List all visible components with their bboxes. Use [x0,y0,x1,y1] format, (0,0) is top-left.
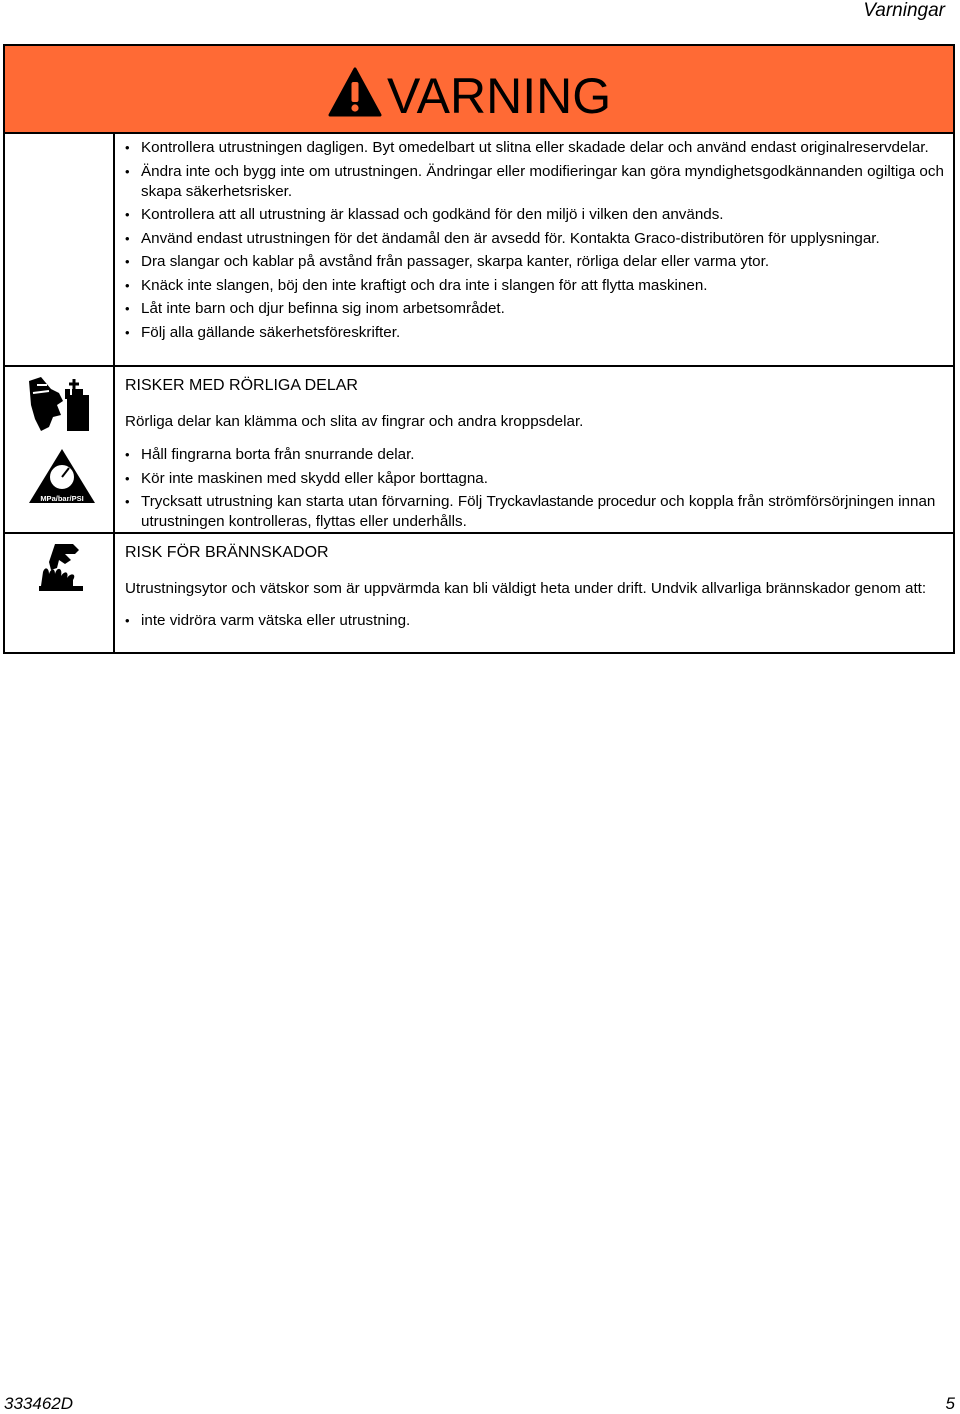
list-item: • Använd endast utrustningen för det ändamål den är avsedd för. Kontakta Graco-distributören för upplysningar. [125,229,945,249]
moving-parts-list [125,445,945,532]
general-list [125,138,945,343]
burn-section [5,534,953,652]
doc-number: 333462D [4,1394,74,1413]
list-item: • Dra slangar och kablar på avstånd från passager, skarpa kanter, rörliga delar eller varma ytor. [125,252,945,272]
list-item: • Knäck inte slangen, böj den inte kraftigt och dra inte i slangen för att flytta maskinen. [125,276,945,296]
list-item: • Håll fingrarna borta från snurrande delar. [125,445,945,465]
warning-box [3,44,955,654]
moving-parts-section [5,367,953,534]
pressure-relief-procedure-link[interactable]: Tryckavlastande procedur [486,493,656,510]
item-text-before: Trycksatt utrustning kan starta utan förvarning. Följ [141,493,487,510]
moving-parts-intro: Rörliga delar kan klämma och slita av fingrar och andra kroppsdelar. [125,413,584,430]
page-number: 5 [945,1394,955,1413]
gauge-label: MPa/bar/PSI [40,494,84,503]
burn-list [125,611,945,631]
hand-crush-icon [27,375,93,433]
warning-triangle-icon [325,61,385,123]
burn-title: RISK FÖR BRÄNNSKADOR [125,544,329,561]
item-text-after: och koppla från strömförsörjningen innan utrustningen kontrolleras, flyttas eller underhålls. [141,493,936,530]
moving-parts-title: RISKER MED RÖRLIGA DELAR [125,377,358,394]
list-item: • Kontrollera att all utrustning är klassad och godkänd för den miljö i vilken den används. [125,205,945,225]
burn-hand-icon [35,542,87,594]
burn-intro: Utrustningsytor och vätskor som är uppvärmda kan bli väldigt heta under drift. Undvik allvarliga brännskador genom att: [125,580,927,597]
list-item: • Kontrollera utrustningen dagligen. Byt omedelbart ut slitna eller skadade delar och använd endast originalreservdelar. [125,138,945,158]
warning-title: VARNING [387,68,612,124]
list-item: • Ändra inte och bygg inte om utrustningen. Ändringar eller modifieringar kan göra myndighetsgodkännanden ogiltiga och skapa säkerhetsrisker. [125,162,945,202]
general-section [5,134,953,367]
list-item: • Kör inte maskinen med skydd eller kåpor borttagna. [125,469,945,489]
pressure-gauge-icon [27,447,97,509]
list-item: • Följ alla gällande säkerhetsföreskrifter. [125,323,945,343]
page-header-title: Varningar [863,0,945,21]
list-item: • inte vidröra varm vätska eller utrustning. [125,611,945,631]
list-item: • Låt inte barn och djur befinna sig inom arbetsområdet. [125,299,945,319]
warning-banner [5,46,953,134]
list-item [125,492,945,532]
